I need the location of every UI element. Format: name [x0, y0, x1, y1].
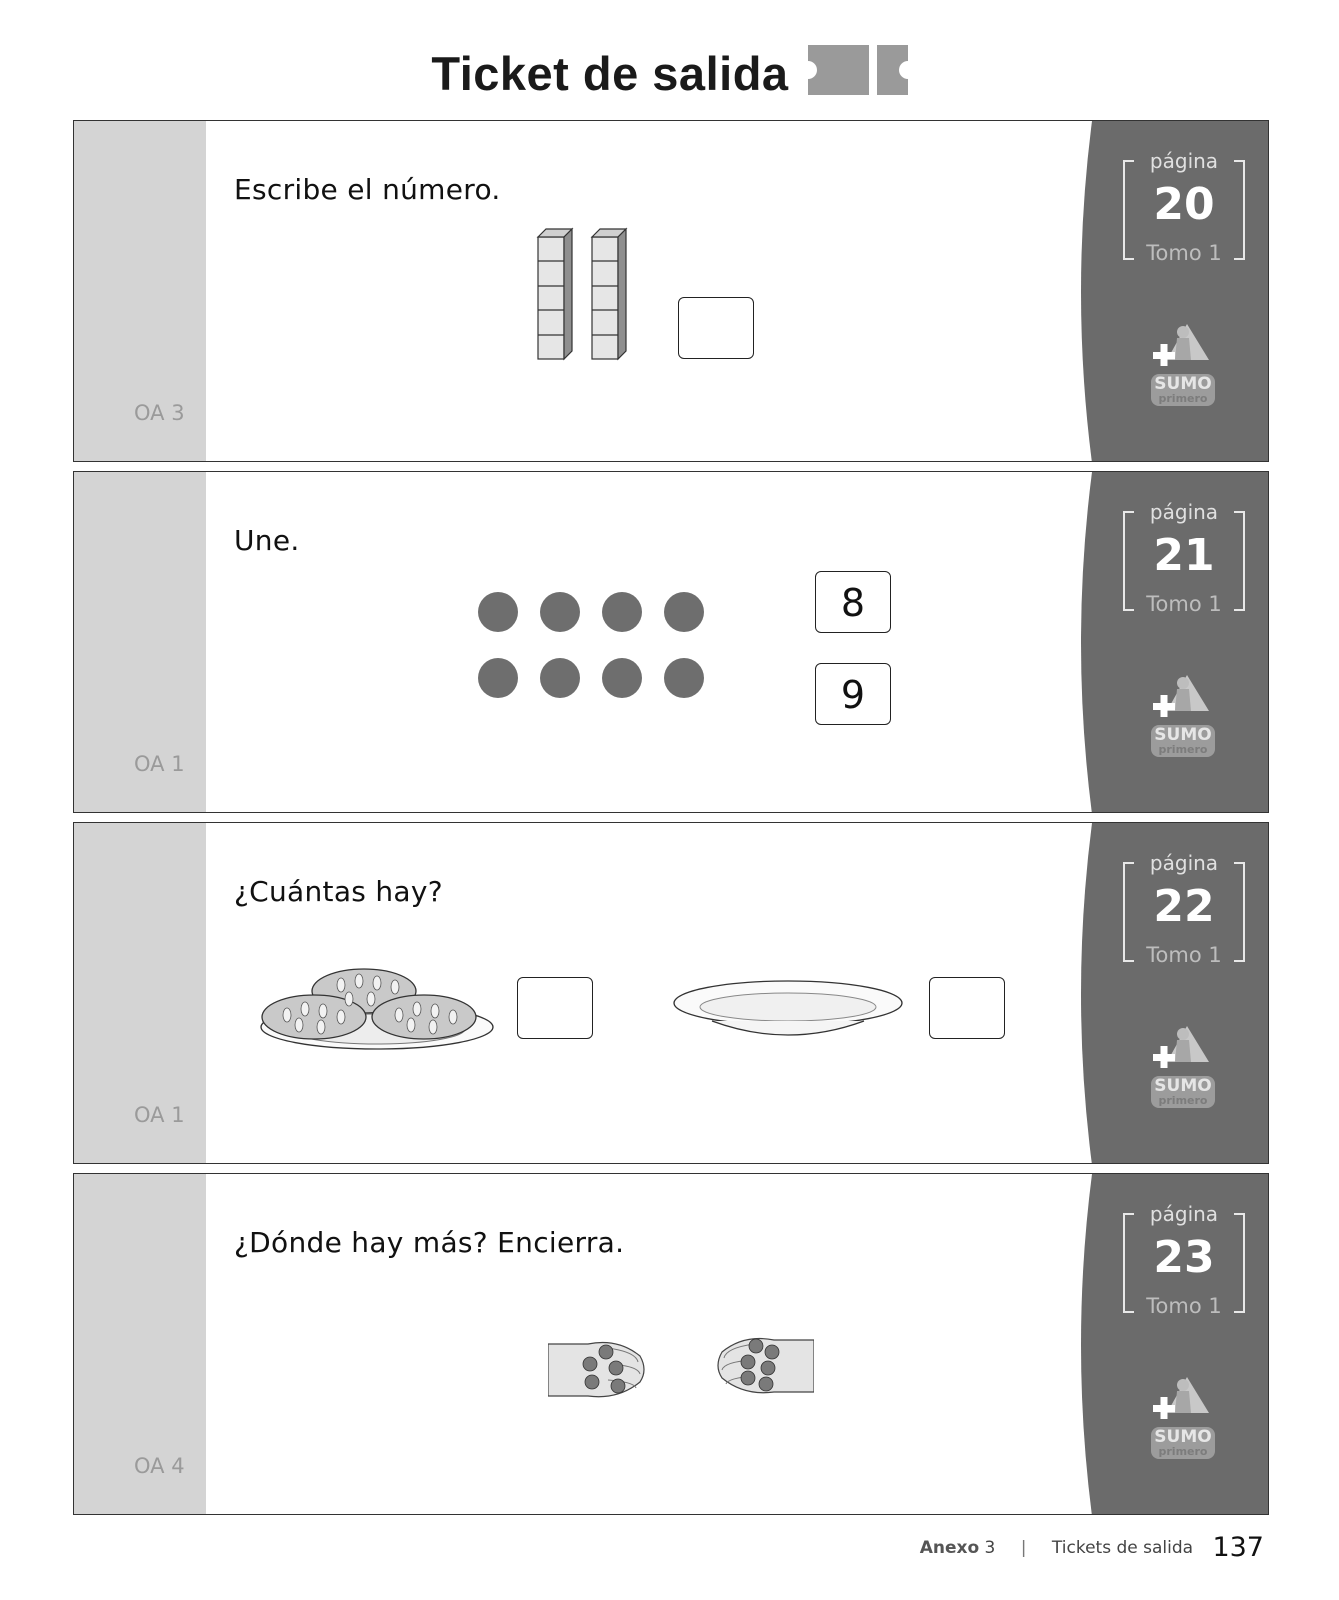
page-footer: [920, 1532, 1264, 1563]
sumo-primero-logo: [1143, 316, 1223, 411]
dots-group: [478, 592, 718, 702]
logo-primero: primero: [1158, 1445, 1208, 1458]
hand-right-with-items: [714, 1330, 814, 1402]
page-ref-panel: [1098, 121, 1268, 461]
footer-annex: Anexo: [919, 1538, 980, 1558]
hand-left-with-items: [548, 1334, 648, 1406]
oa-label: OA 1: [134, 1103, 185, 1127]
footer-annex-number: 3: [984, 1538, 996, 1558]
ten-rod-blocks: [536, 227, 636, 367]
page-ref-panel: [1098, 1174, 1268, 1514]
question-text: Escribe el número.: [234, 173, 501, 206]
logo-sumo: SUMO: [1154, 725, 1212, 745]
option-box-9[interactable]: 9: [815, 663, 891, 725]
logo-sumo: SUMO: [1154, 374, 1212, 394]
ticket-icon: [808, 45, 908, 95]
oa-label: OA 4: [134, 1454, 185, 1478]
tomo-label: Tomo 1: [1142, 241, 1225, 265]
page-label: página: [1146, 149, 1222, 173]
page-number: 21: [1153, 530, 1215, 581]
plate-with-bread: [259, 965, 499, 1065]
oa-label: OA 1: [134, 752, 185, 776]
oa-label: OA 3: [134, 401, 185, 425]
logo-primero: primero: [1158, 392, 1208, 405]
page-ref-panel: [1098, 823, 1268, 1163]
page-ref: [1122, 1202, 1246, 1318]
logo-primero: primero: [1158, 1094, 1208, 1107]
answer-box-plate[interactable]: [929, 977, 1005, 1039]
left-strip: [74, 1174, 206, 1514]
logo-primero: primero: [1158, 743, 1208, 756]
panel-curve: [1070, 472, 1100, 813]
logo-sumo: SUMO: [1154, 1076, 1212, 1096]
tomo-label: Tomo 1: [1142, 1294, 1225, 1318]
page-ref-panel: [1098, 472, 1268, 812]
panel-curve: [1070, 121, 1100, 462]
footer-page-number: 137: [1212, 1532, 1264, 1563]
footer-section: Tickets de salida: [1051, 1538, 1194, 1558]
option-box-8[interactable]: 8: [815, 571, 891, 633]
page-label: página: [1146, 851, 1222, 875]
page-label: página: [1146, 500, 1222, 524]
sumo-primero-logo: [1143, 667, 1223, 762]
ticket-4: [73, 1173, 1269, 1515]
question-text: Une.: [234, 524, 300, 557]
sumo-primero-logo: [1143, 1018, 1223, 1113]
panel-curve: [1070, 1174, 1100, 1515]
page-number: 20: [1153, 179, 1215, 230]
answer-box-bread[interactable]: [517, 977, 593, 1039]
empty-plate: [672, 977, 904, 1043]
footer-separator: |: [1020, 1538, 1027, 1558]
tomo-label: Tomo 1: [1142, 592, 1225, 616]
page-label: página: [1146, 1202, 1222, 1226]
sumo-primero-logo: [1143, 1369, 1223, 1464]
ticket-3: [73, 822, 1269, 1164]
page-ref: [1122, 149, 1246, 265]
page-ref: [1122, 851, 1246, 967]
left-strip: [74, 472, 206, 812]
page-ref: [1122, 500, 1246, 616]
ticket-2: [73, 471, 1269, 813]
title-area: [0, 46, 1339, 116]
question-text: ¿Cuántas hay?: [234, 875, 443, 908]
page-number: 23: [1153, 1232, 1215, 1283]
left-strip: [74, 823, 206, 1163]
answer-box[interactable]: [678, 297, 754, 359]
question-text: ¿Dónde hay más? Encierra.: [234, 1226, 625, 1259]
left-strip: [74, 121, 206, 461]
ticket-1: [73, 120, 1269, 462]
logo-sumo: SUMO: [1154, 1427, 1212, 1447]
page-title: Ticket de salida: [431, 47, 789, 100]
tomo-label: Tomo 1: [1142, 943, 1225, 967]
panel-curve: [1070, 823, 1100, 1164]
page-number: 22: [1153, 881, 1215, 932]
